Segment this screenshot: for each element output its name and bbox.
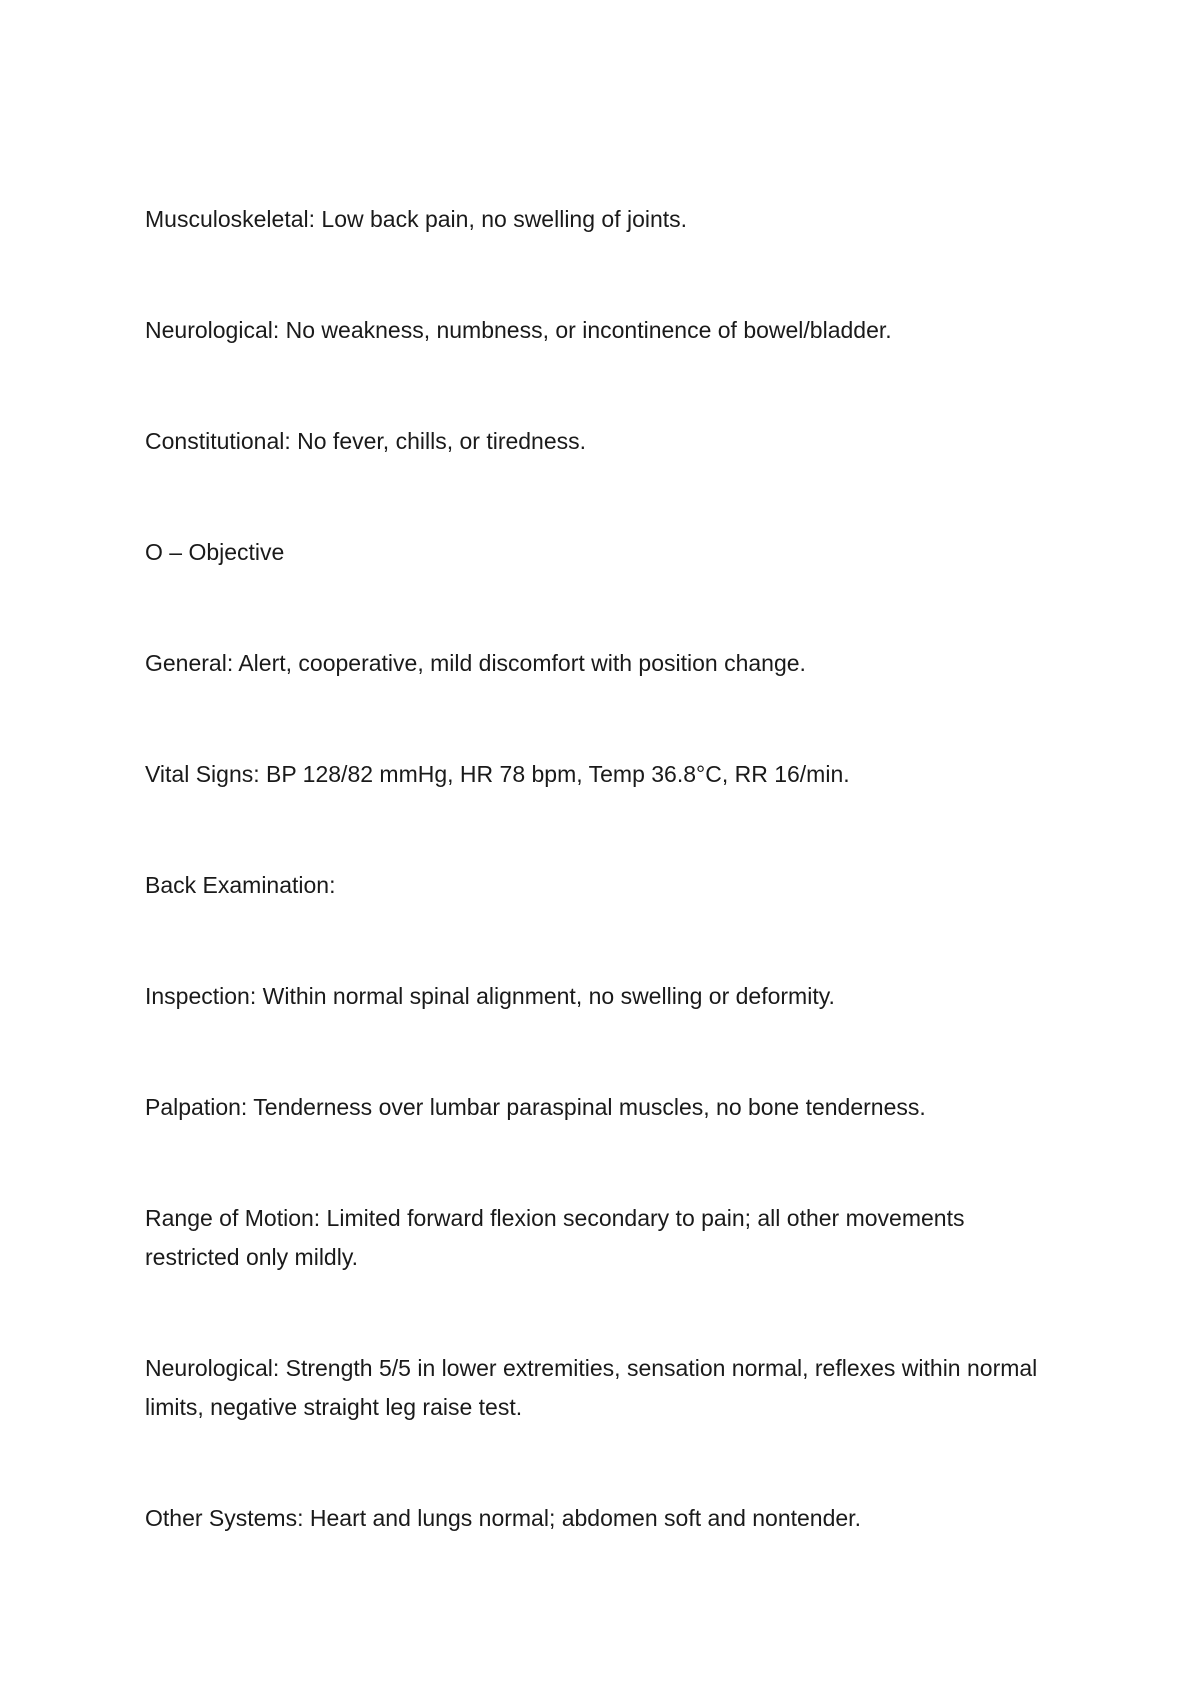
exam-vital-signs: Vital Signs: BP 128/82 mmHg, HR 78 bpm, Temp 36.8°C, RR 16/min. <box>145 761 850 787</box>
exam-inspection: Inspection: Within normal spinal alignment, no swelling or deformity. <box>145 983 835 1009</box>
exam-other-systems: Other Systems: Heart and lungs normal; abdomen soft and nontender. <box>145 1505 861 1531</box>
ros-constitutional: Constitutional: No fever, chills, or tiredness. <box>145 428 587 454</box>
ros-neurological: Neurological: No weakness, numbness, or incontinence of bowel/bladder. <box>145 317 892 343</box>
back-examination-heading: Back Examination: <box>145 872 336 898</box>
section-heading-objective: O – Objective <box>145 539 285 565</box>
exam-palpation: Palpation: Tenderness over lumbar paraspinal muscles, no bone tenderness. <box>145 1094 926 1120</box>
exam-neurological: Neurological: Strength 5/5 in lower extremities, sensation normal, reflexes within normal limits, negative straight leg raise test. <box>145 1355 1038 1420</box>
ros-musculoskeletal: Musculoskeletal: Low back pain, no swelling of joints. <box>145 206 688 232</box>
exam-general: General: Alert, cooperative, mild discomfort with position change. <box>145 650 806 676</box>
exam-range-of-motion: Range of Motion: Limited forward flexion secondary to pain; all other movements restricted only mildly. <box>145 1205 965 1270</box>
